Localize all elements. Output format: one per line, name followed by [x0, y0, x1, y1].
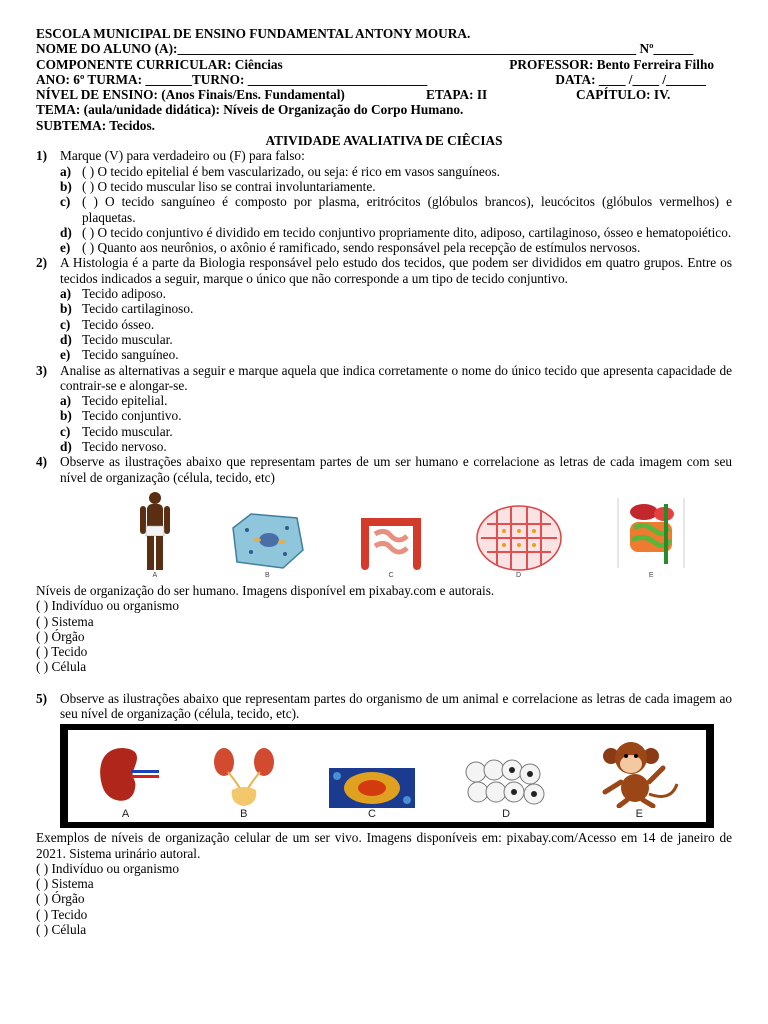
figure-a [93, 744, 159, 820]
option-letter: d) [60, 439, 72, 455]
option-text: Tecido muscular. [82, 423, 173, 439]
school-name: ESCOLA MUNICIPAL DE ENSINO FUNDAMENTAL ANTONY MOURA. [36, 26, 471, 41]
answer-line[interactable]: ( ) Célula [36, 659, 87, 675]
option[interactable] [36, 332, 732, 347]
option-letter: c) [60, 316, 71, 332]
option[interactable] [36, 393, 732, 408]
kidney-icon [93, 744, 159, 808]
answer-line[interactable]: ( ) Tecido [36, 644, 88, 660]
question-number: 4) [36, 454, 48, 470]
figure-label: D [502, 808, 511, 821]
answer-line[interactable]: ( ) Indivíduo ou organismo [36, 860, 180, 876]
human-body-icon [130, 490, 180, 572]
question-stem: Observe as ilustrações abaixo que representam partes do organismo de um animal e correlacione as letras de cada imagem ao seu nível de organização (célula, tecido, etc). [60, 690, 732, 721]
option-letter: b) [60, 408, 72, 424]
tissue-icon [475, 504, 563, 572]
option[interactable] [36, 408, 732, 423]
figure-label: A [152, 571, 158, 579]
option[interactable] [36, 286, 732, 301]
theme: TEMA: (aula/unidade didática): Níveis de Organização do Corpo Humano. [36, 102, 464, 118]
answer-line[interactable]: ( ) Órgão [36, 628, 85, 644]
answer-line[interactable]: ( ) Tecido [36, 906, 88, 922]
option-text: Tecido sanguíneo. [82, 347, 179, 363]
activity-title: ATIVIDADE AVALIATIVA DE CIÊCIAS [265, 133, 503, 149]
option[interactable] [36, 240, 732, 255]
question-stem: A Histologia é a parte da Biologia responsável pelo estudo dos tecidos, que podem ser divididos em quatro grupos. Entre os tecidos indicados a seguir, marque o único que não corresponde a um tipo de tecido conjuntivo. [60, 255, 732, 286]
answer-line[interactable]: ( ) Indivíduo ou organismo [36, 598, 180, 614]
animal-cell-icon [227, 510, 307, 572]
option-letter: a) [60, 286, 72, 302]
figure-label: E [648, 571, 654, 579]
option-text: ( ) O tecido epitelial é bem vascularizado, ou seja: é rico em vasos sanguíneos. [82, 163, 500, 179]
option[interactable] [36, 317, 732, 332]
option[interactable] [36, 179, 732, 194]
option[interactable] [36, 194, 732, 225]
urinary-system-icon [208, 744, 280, 808]
figure-d [475, 504, 563, 579]
figure-a [130, 490, 180, 579]
option-letter: d) [60, 224, 72, 240]
option-text: ( ) O tecido sanguíneo é composto por plasma, eritrócitos (glóbulos brancos), leucócitos (glóbulos vermelhos) e plaquetas. [82, 194, 732, 225]
option-text: Tecido cartilaginoso. [82, 301, 194, 317]
option-letter: c) [60, 194, 71, 210]
subject: COMPONENTE CURRICULAR: Ciências [36, 56, 283, 72]
stage: ETAPA: II [426, 87, 488, 103]
figure-caption: Exemplos de níveis de organização celular de um ser vivo. Imagens disponíveis em: pixabay.com/Acesso em 14 de janeiro de 2021. Sistema urinário autoral. [36, 830, 732, 861]
chapter: CAPÍTULO: IV. [576, 87, 671, 103]
figure-frame-animal [60, 724, 714, 828]
header [36, 26, 732, 148]
figure-label: C [367, 808, 376, 821]
option-letter: b) [60, 178, 72, 194]
option-text: Tecido muscular. [82, 331, 173, 347]
question-2 [36, 255, 732, 362]
option[interactable] [36, 439, 732, 454]
option[interactable] [36, 301, 732, 316]
option-letter: a) [60, 163, 72, 179]
figure-d [464, 758, 548, 820]
worksheet [36, 26, 732, 937]
question-1 [36, 148, 732, 255]
figure-label: A [121, 808, 130, 821]
question-4 [36, 454, 732, 674]
figure-b [227, 510, 307, 579]
question-5 [36, 691, 732, 938]
figure-row-human [106, 489, 716, 579]
option-text: ( ) Quanto aos neurônios, o axônio é ramificado, sendo responsável pela recepção de estímulos nervosos. [82, 240, 641, 256]
figure-label: E [635, 808, 644, 821]
figure-c [355, 512, 427, 579]
education-level: NÍVEL DE ENSINO: (Anos Finais/Ens. Fundamental) [36, 87, 345, 103]
option-text: Tecido nervoso. [82, 439, 167, 455]
figure-e [610, 492, 692, 579]
option-letter: b) [60, 301, 72, 317]
question-number: 3) [36, 362, 48, 378]
answer-line[interactable]: ( ) Sistema [36, 613, 94, 629]
figure-label: C [388, 571, 394, 579]
digestive-system-icon [610, 492, 692, 572]
student-name-line: NOME DO ALUNO (A):_____________________________________________________________________ Nº______ [36, 41, 694, 57]
option-text: Tecido conjuntivo. [82, 408, 182, 424]
option-text: Tecido epitelial. [82, 393, 168, 409]
question-number: 2) [36, 255, 48, 271]
option-letter: e) [60, 240, 71, 256]
figure-b [208, 744, 280, 820]
option[interactable] [36, 424, 732, 439]
date-line: DATA: ____ /____ /______ [555, 71, 706, 87]
option-text: Tecido ósseo. [82, 316, 155, 332]
option-letter: c) [60, 423, 71, 439]
figure-caption: Níveis de organização do ser humano. Imagens disponível em pixabay.com e autorais. [36, 582, 495, 598]
question-number: 1) [36, 148, 48, 164]
option-text: ( ) O tecido muscular liso se contrai involuntariamente. [82, 178, 376, 194]
cell-micrograph-icon [329, 768, 415, 808]
question-stem: Observe as ilustrações abaixo que representam partes de um ser humano e correlacione as letras de cada imagem com seu nível de organização (célula, tecido, etc) [60, 454, 732, 485]
answer-line[interactable]: ( ) Sistema [36, 876, 94, 892]
option-text: Tecido adiposo. [82, 286, 167, 302]
answer-line[interactable]: ( ) Órgão [36, 891, 85, 907]
monkey-icon [597, 738, 681, 808]
option-letter: a) [60, 393, 72, 409]
option-text: ( ) O tecido conjuntivo é dividido em tecido conjuntivo propriamente dito, adiposo, cartilaginoso, ósseo e hematopoiético. [82, 224, 732, 240]
teacher: PROFESSOR: Bento Ferreira Filho [509, 56, 714, 72]
option[interactable] [36, 225, 732, 240]
subtheme: SUBTEMA: Tecidos. [36, 117, 155, 133]
question-stem: Analise as alternativas a seguir e marque aquela que indica corretamente o nome do único tecido que apresenta capacidade de contrair-se e alongar-se. [60, 362, 732, 393]
answer-line[interactable]: ( ) Célula [36, 922, 87, 938]
option[interactable] [36, 347, 732, 362]
option[interactable] [36, 164, 732, 179]
figure-e [597, 738, 681, 820]
option-letter: e) [60, 347, 71, 363]
figure-label: B [265, 571, 270, 579]
year-class-shift: ANO: 6º TURMA: _______TURNO: ___________________________ [36, 71, 428, 87]
question-number: 5) [36, 690, 48, 706]
cell-cluster-icon [464, 758, 548, 808]
question-stem: Marque (V) para verdadeiro ou (F) para falso: [60, 148, 305, 164]
question-3 [36, 363, 732, 455]
option-letter: d) [60, 331, 72, 347]
figure-c [329, 768, 415, 820]
figure-label: B [240, 808, 248, 821]
figure-label: D [516, 571, 522, 579]
intestine-icon [355, 512, 427, 572]
